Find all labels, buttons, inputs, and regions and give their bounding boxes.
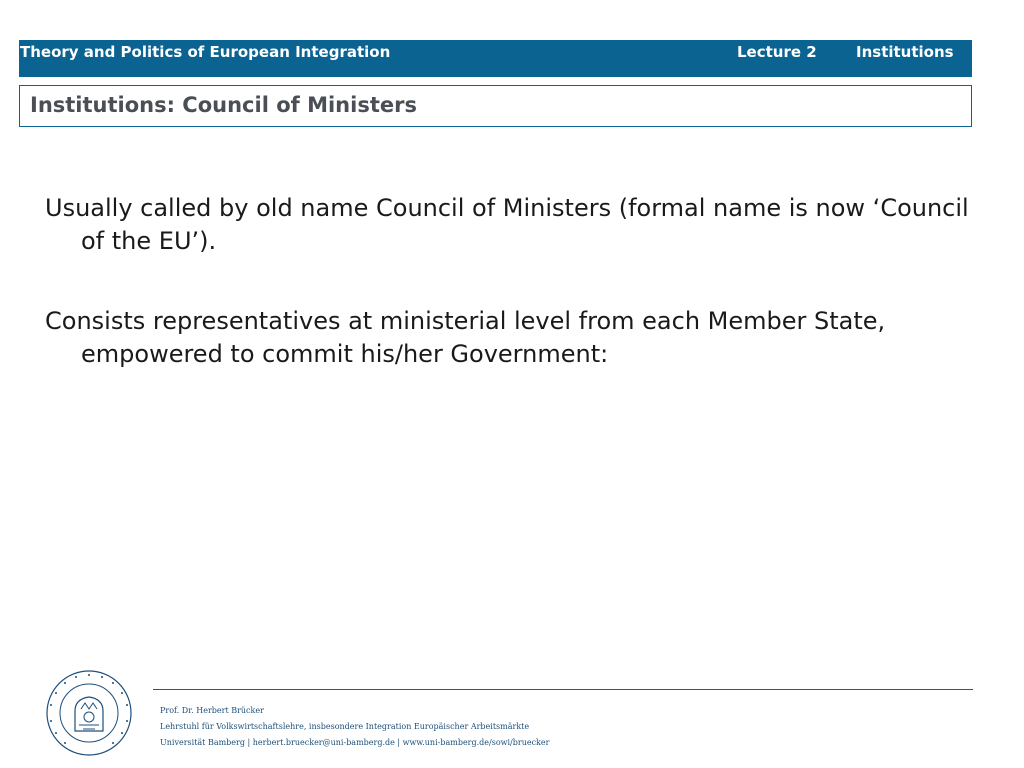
- footer-author: Prof. Dr. Herbert Brücker: [160, 706, 264, 715]
- university-seal-icon: [45, 669, 133, 757]
- header-bar: [19, 40, 972, 77]
- bullet-item: Usually called by old name Council of Ministers (formal name is now ‘Council of the EU’).: [45, 194, 969, 255]
- bullet-item: Consists representatives at ministerial level from each Member State, empowered to commit his/her Government:: [45, 307, 886, 368]
- lecture-topic: Institutions: [856, 43, 954, 61]
- slide-content: [45, 192, 975, 418]
- footer-divider: [153, 689, 973, 690]
- footer-contact: Universität Bamberg | herbert.bruecker@uni-bamberg.de | www.uni-bamberg.de/sowi/bruecker: [160, 738, 550, 747]
- footer-info: [160, 703, 549, 751]
- course-title: Theory and Politics of European Integration: [20, 43, 391, 61]
- footer-chair: Lehrstuhl für Volkswirtschaftslehre, insbesondere Integration Europäischer Arbeitsmärkte: [160, 722, 530, 731]
- lecture-number: Lecture 2: [737, 43, 817, 61]
- slide-title-box: [19, 85, 972, 127]
- slide-title: Institutions: Council of Ministers: [30, 93, 417, 117]
